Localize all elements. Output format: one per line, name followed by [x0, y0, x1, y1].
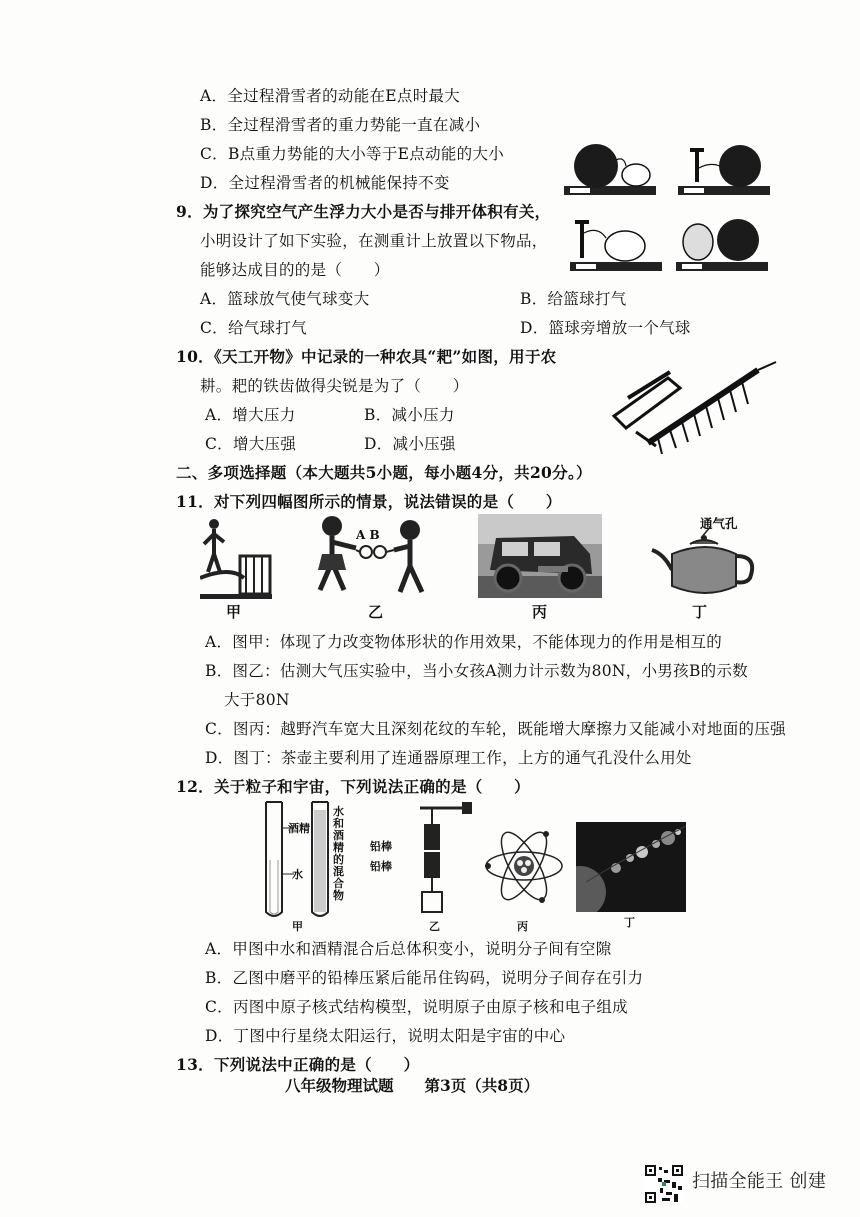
q12-figure-ding-solar-system: [576, 822, 686, 912]
q9-option-b: B．给篮球打气: [520, 290, 627, 308]
q12-option-a: A．甲图中水和酒精混合后总体积变小，说明分子间有空隙: [205, 940, 612, 958]
q12-label-lead-rod-1: 铅棒: [370, 840, 392, 853]
scale-pump-basketball: [678, 145, 770, 195]
q12-figure-bing-atom-model: [484, 818, 564, 914]
q11-option-b-line1: B．图乙：估测大气压实验中，当小女孩A测力计示数为80N，小男孩B的示数: [205, 662, 749, 680]
q11-option-a: A．图甲：体现了力改变物体形状的作用效果，不能体现力的作用是相互的: [205, 633, 723, 651]
q12-option-d: D．丁图中行星绕太阳运行，说明太阳是宇宙的中心: [205, 1027, 566, 1045]
q11-caption-bing: 丙: [532, 603, 548, 621]
section-heading-multiple-choice: 二、多项选择题（本大题共5小题，每小题4分，共20分。）: [176, 463, 592, 482]
q13-stem: 13．下列说法中正确的是（ ）: [176, 1055, 420, 1074]
q11-option-b-line2: 大于80N: [224, 691, 290, 709]
q11-label-vent-hole: 通气孔: [700, 516, 738, 531]
q12-label-alcohol: 酒精: [288, 822, 310, 835]
q8-option-a: A．全过程滑雪者的动能在E点时最大: [200, 87, 461, 105]
q11-caption-jia: 甲: [226, 603, 242, 621]
q12-option-c: C．丙图中原子核式结构模型，说明原子由原子核和电子组成: [205, 998, 628, 1016]
q12-caption-ding: 丁: [624, 916, 635, 929]
q9-option-c: C．给气球打气: [200, 319, 307, 337]
q10-option-a: A．增大压力: [205, 406, 296, 424]
q9-stem-line1: 9．为了探究空气产生浮力大小是否与排开体积有关，: [176, 202, 551, 221]
q9-stem-line2: 小明设计了如下实验，在测重计上放置以下物品，: [200, 232, 548, 250]
q11-caption-ding: 丁: [692, 603, 708, 621]
scale-balloon-basketball: [676, 219, 768, 271]
q11-figure-bing-offroad-car: [478, 514, 602, 598]
q12-stem: 12．关于粒子和宇宙，下列说法正确的是（ ）: [176, 777, 530, 796]
q12-option-b: B．乙图中磨平的铅棒压紧后能吊住钩码，说明分子间存在引力: [205, 969, 644, 987]
q12-label-mixture: 水和酒精的混合物: [333, 805, 344, 902]
q12-caption-bing: 丙: [517, 920, 528, 933]
q11-figure-jia-diving: [200, 516, 276, 600]
q10-option-b: B．减小压力: [364, 406, 455, 424]
q8-option-c: C．B点重力势能的大小等于E点动能的大小: [200, 145, 505, 163]
q9-stem-line3: 能够达成目的的是（ ）: [200, 261, 390, 279]
q11-option-c: C．图丙：越野汽车宽大且深刻花纹的车轮，既能增大摩擦力又能减小对地面的压强: [205, 720, 786, 738]
q12-caption-jia: 甲: [292, 920, 303, 933]
q8-option-d: D．全过程滑雪者的机械能保持不变: [200, 174, 450, 192]
q10-option-c: C．增大压强: [205, 435, 297, 453]
q11-caption-yi: 乙: [368, 603, 384, 621]
q9-option-a: A．篮球放气使气球变大: [200, 290, 370, 308]
q12-label-lead-rod-2: 铅棒: [370, 860, 392, 873]
q11-figure-yi-tug: [310, 514, 434, 598]
vent-pointer-line: [697, 526, 717, 540]
q11-label-ab: A B: [356, 528, 380, 542]
rake-figure: [608, 358, 778, 458]
q10-stem-line2: 耕。耙的铁齿做得尖锐是为了（ ）: [200, 377, 469, 395]
q11-stem: 11．对下列四幅图所示的情景，说法错误的是（ ）: [176, 492, 562, 511]
q9-scales-figure: [560, 138, 780, 278]
q12-caption-yi: 乙: [429, 920, 440, 933]
q9-option-d: D．篮球旁增放一个气球: [520, 319, 691, 337]
q10-option-d: D．减小压强: [364, 435, 456, 453]
watermark-text: 扫描全能王 创建: [692, 1171, 827, 1192]
page-footer: 八年级物理试题 第3页（共8页）: [285, 1076, 540, 1095]
scale-basketball-balloon: [564, 144, 656, 195]
q10-stem-line1: 10．《天工开物》中记录的一种农具“耙”如图，用于农: [176, 347, 557, 366]
q11-option-d: D．图丁：茶壶主要利用了连通器原理工作，上方的通气孔没什么用处: [205, 749, 692, 767]
q12-label-water: 水: [292, 868, 303, 881]
q12-figure-yi-lead-rods: [406, 800, 476, 920]
q11-figure-ding-teapot: [650, 530, 762, 602]
q8-option-b: B．全过程滑雪者的重力势能一直在减小: [200, 116, 481, 134]
qr-code-icon: [644, 1164, 684, 1204]
scale-pump-balloon: [570, 220, 662, 271]
